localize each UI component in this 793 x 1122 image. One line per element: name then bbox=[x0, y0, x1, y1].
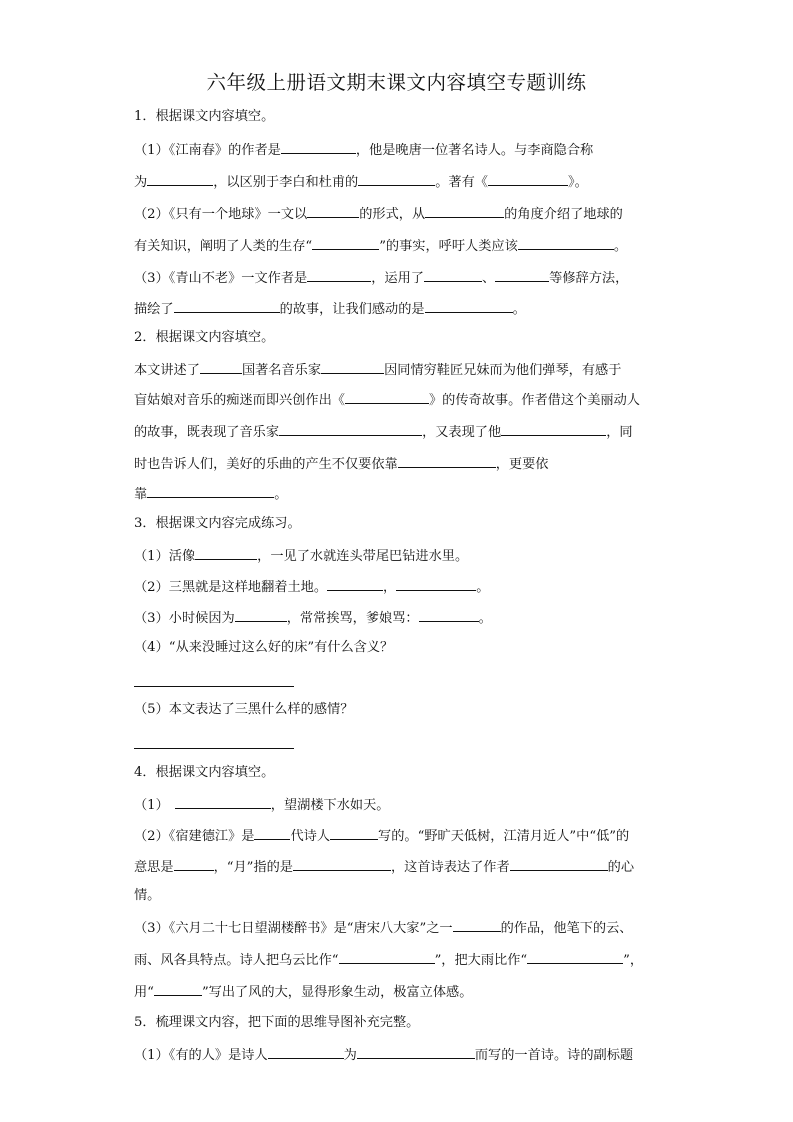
blank[interactable] bbox=[174, 299, 280, 313]
blank[interactable] bbox=[200, 360, 242, 374]
blank[interactable] bbox=[518, 236, 614, 250]
q3-heading: 3．根据课文内容完成练习。 bbox=[134, 516, 301, 531]
q3-5: （5）本文表达了三黑什么样的感情？ bbox=[134, 702, 354, 717]
q1-1-line1: （1）《江南春》的作者是 ，他是晚唐一位著名诗人。与李商隐合称 bbox=[134, 140, 593, 160]
blank[interactable] bbox=[293, 857, 391, 871]
q4-2-line1: （2）《宿建德江》是 代诗人 写的。“野旷天低树，江清月近人”中“低”的 bbox=[134, 826, 629, 846]
answer-line[interactable] bbox=[134, 748, 294, 749]
blank[interactable] bbox=[339, 950, 435, 964]
q3-2: （2）三黑就是这样地翻着土地。 ， 。 bbox=[134, 577, 489, 597]
blank[interactable] bbox=[174, 857, 214, 871]
blank[interactable] bbox=[321, 360, 384, 374]
q2-line3: 的故事，既表现了音乐家 ，又表现了他 ，同 bbox=[134, 422, 633, 442]
q1-1-line2: 为 ，以区别于李白和杜甫的 。著有《 》。 bbox=[134, 172, 588, 192]
blank[interactable] bbox=[330, 826, 378, 840]
q2-line2: 盲姑娘对音乐的痴迷而即兴创作出《 》的传奇故事。作者借这个美丽动人 bbox=[134, 390, 640, 410]
q1-2-line2: 有关知识，阐明了人类的生存“ ”的事实，呼吁人类应该 。 bbox=[134, 236, 627, 256]
blank[interactable] bbox=[235, 608, 287, 622]
answer-line[interactable] bbox=[134, 686, 294, 687]
blank[interactable] bbox=[419, 608, 479, 622]
blank[interactable] bbox=[154, 982, 202, 996]
blank[interactable] bbox=[281, 140, 356, 154]
blank[interactable] bbox=[357, 1045, 475, 1059]
q5-heading: 5．梳理课文内容，把下面的思维导图补充完整。 bbox=[134, 1015, 420, 1030]
q2-line4: 时也告诉人们，美好的乐曲的产生不仅要依靠 ，更要依 bbox=[134, 454, 549, 474]
q1-2-line1: （2）《只有一个地球》一文以 的形式，从 的角度介绍了地球的 bbox=[134, 204, 623, 224]
blank[interactable] bbox=[488, 172, 568, 186]
q4-3-line1: （3）《六月二十七日望湖楼醉书》是“唐宋八大家”之一 的作品，他笔下的云、 bbox=[134, 918, 632, 938]
page-title: 六年级上册语文期末课文内容填空专题训练 bbox=[206, 71, 587, 94]
blank[interactable] bbox=[312, 236, 379, 250]
q3-3: （3）小时候因为 ，常常挨骂，爹娘骂： 。 bbox=[134, 608, 492, 628]
q1-3-line1: （3）《青山不老》一文作者是 ，运用了 、 等修辞方法， bbox=[134, 268, 628, 288]
q4-2-line2: 意思是 ，“月”指的是 ，这首诗表达了作者 的心 bbox=[134, 857, 634, 877]
blank[interactable] bbox=[307, 268, 371, 282]
blank[interactable] bbox=[175, 795, 271, 809]
blank[interactable] bbox=[358, 172, 435, 186]
blank[interactable] bbox=[424, 268, 482, 282]
q4-3-line2: 雨、风各具特点。诗人把乌云比作“ ”，把大雨比作“ ”， bbox=[134, 950, 643, 970]
q1-3-line2: 描绘了 的故事，让我们感动的是 。 bbox=[134, 299, 526, 319]
blank[interactable] bbox=[398, 454, 496, 468]
blank[interactable] bbox=[527, 950, 623, 964]
blank[interactable] bbox=[147, 484, 274, 498]
blank[interactable] bbox=[147, 172, 213, 186]
blank[interactable] bbox=[345, 390, 429, 404]
q4-2-line3: 情。 bbox=[134, 888, 161, 903]
blank[interactable] bbox=[307, 204, 359, 218]
q4-heading: 4．根据课文内容填空。 bbox=[134, 765, 275, 780]
blank[interactable] bbox=[195, 546, 257, 560]
q4-1: （1） ，望湖楼下水如天。 bbox=[134, 795, 389, 815]
q4-3-line3: 用“ ”写出了风的大，显得形象生动，极富立体感。 bbox=[134, 982, 472, 1002]
blank[interactable] bbox=[279, 422, 422, 436]
blank[interactable] bbox=[327, 577, 383, 591]
blank[interactable] bbox=[501, 422, 606, 436]
blank[interactable] bbox=[268, 1045, 344, 1059]
blank[interactable] bbox=[510, 857, 608, 871]
q3-1: （1）活像 ，一见了水就连头带尾巴钻进水里。 bbox=[134, 546, 468, 566]
q2-line5: 靠 。 bbox=[134, 484, 287, 504]
q2-heading: 2．根据课文内容填空。 bbox=[134, 330, 275, 345]
blank[interactable] bbox=[396, 577, 476, 591]
q5-1: （1）《有的人》是诗人 为 而写的一首诗。诗的副标题 bbox=[134, 1045, 633, 1065]
blank[interactable] bbox=[254, 826, 290, 840]
blank[interactable] bbox=[495, 268, 549, 282]
q2-line1: 本文讲述了 国著名音乐家 因同情穷鞋匠兄妹而为他们弹琴，有感于 bbox=[134, 360, 621, 380]
blank[interactable] bbox=[425, 204, 504, 218]
q3-4: （4）“从来没睡过这么好的床”有什么含义？ bbox=[134, 640, 394, 655]
blank[interactable] bbox=[425, 299, 513, 313]
blank[interactable] bbox=[453, 918, 501, 932]
q1-heading: 1．根据课文内容填空。 bbox=[134, 109, 275, 124]
